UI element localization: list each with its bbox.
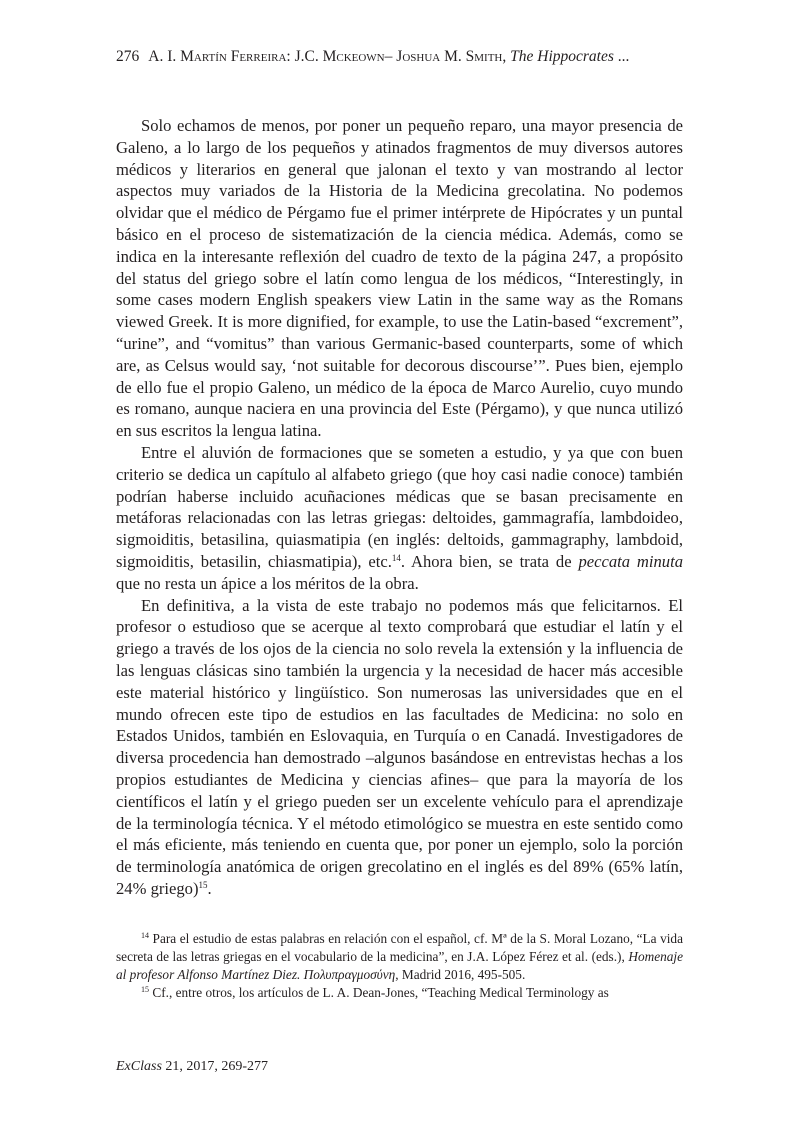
- page-footer: [116, 1058, 268, 1076]
- running-head: 276 A. I. Martín Ferreira: J.C. Mckeown– Joshua M. Smith, The Hippocrates ...: [116, 48, 630, 65]
- footnote-ref-15[interactable]: 15: [198, 879, 208, 890]
- footnote-ref-14[interactable]: 14: [391, 552, 401, 563]
- running-head-author: A. I. Martín Ferreira: J.C. Mckeown– Joshua M. Smith,: [148, 48, 511, 65]
- footnote-14: $^{14}$ Para el estudio de estas palabras en relación con el español, cf. Mª de la S. Moral Lozano, “La vida secreta de las letras griegas en el vocabulario de la medicina”, en J.A. López Férez et al. (eds.), Homenaje al profesor Alfonso Martínez Diez. Πολυπραγμοσύνη, Madrid 2016, 495-505.: [116, 931, 683, 982]
- paragraph-2: Entre el aluvión de formaciones que se someten a estudio, y ya que con buen criterio se dedica un capítulo al alfabeto griego (que hoy casi nadie conoce) también podrían haberse incluido acuñaciones médicas que se basan precisamente en metáforas relacionadas con las letras griegas: deltoides, gammagrafía, lambdoideo, sigmoiditis, betasilina, quiasmatipia (en inglés: deltoids, gammagraphy, lambdoid, sigmoiditis, betasilin, chiasmatipia), etc.$^{14}$. Ahora bien, se trata de peccata minuta que no resta un ápice a los méritos de la obra.: [116, 442, 683, 593]
- page-number: 276: [116, 48, 140, 65]
- body-text: [116, 115, 683, 900]
- paragraph-3: En definitiva, a la vista de este trabajo no podemos más que felicitarnos. El profesor o estudioso que se acerque al texto comprobará que estudiar el latín y el griego a través de los ojos de la ciencia no solo revela la extensión y la influencia de las lenguas clásicas sino también la urgencia y la necesidad de hacer más accesible este material histórico y lingüístico. Son numerosas las universidades que en el mundo ofrecen este tipo de estudios en las facultades de Medicina: no solo en Estados Unidos, también en Eslovaquia, en Turquía o en Canadá. Investigadores de diversa procedencia han demostrado –algunos basándose en entrevistas hechas a los propios estudiantes de Medicina y ciencias afines– que para la mayoría de los científicos el latín y el griego pueden ser un excelente vehículo para el aprendizaje de la terminología técnica. Y el método etimológico se muestra en este sentido como el más eficiente, más teniendo en cuenta que, por poner un ejemplo, solo la porción de terminología anatómica de origen grecolatino en el inglés es del 89% (65% latín, 24% griego)$^{15}$.: [116, 595, 683, 898]
- latin-phrase: peccata minuta: [578, 551, 683, 571]
- journal-citation: 21, 2017, 269-277: [161, 1059, 269, 1074]
- footnote-number-14: 14: [141, 931, 149, 940]
- footnotes: [116, 930, 683, 1002]
- paragraph-1: Solo echamos de menos, por poner un pequeño reparo, una mayor presencia de Galeno, a lo largo de los pequeños y atinados fragmentos de muy diversos autores médicos y literarios en general que jalonan el texto y van mostrando al lector aspectos muy variados de la Historia de la Medicina grecolatina. No podemos olvidar que el médico de Pérgamo fue el primer intérprete de Hipócrates y un puntal básico en el proceso de sistematización de la ciencia médica. Además, como se indica en la interesante reflexión del cuadro de texto de la página 247, a propósito del status del griego sobre el latín como lengua de los médicos, “Interestingly, in some cases modern English speakers view Latin in the same way as the Romans viewed Greek. It is more dignified, for example, to use the Latin-based “excrement”, “urine”, and “vomitus” than various Germanic-based counterparts, some of which are, as Celsus would say, ‘not suitable for decorous discourse’”. Pues bien, ejemplo de ello fue el propio Galeno, un médico de la época de Marco Aurelio, cuyo mundo es romano, aunque naciera en una provincia del Este (Pérgamo), y que nunca utilizó en sus escritos la lengua latina.: [116, 116, 683, 441]
- footnote-14-title: Homenaje al profesor Alfonso Martínez Diez. Πολυπραγμοσύνη: [116, 949, 683, 982]
- footnote-15: $^{15}$ Cf., entre otros, los artículos de L. A. Dean-Jones, “Teaching Medical Terminology as: [141, 985, 609, 1000]
- running-head-title: The Hippocrates: [510, 48, 614, 65]
- journal-name: ExClass: [116, 1059, 162, 1074]
- footnote-number-15: 15: [141, 985, 149, 994]
